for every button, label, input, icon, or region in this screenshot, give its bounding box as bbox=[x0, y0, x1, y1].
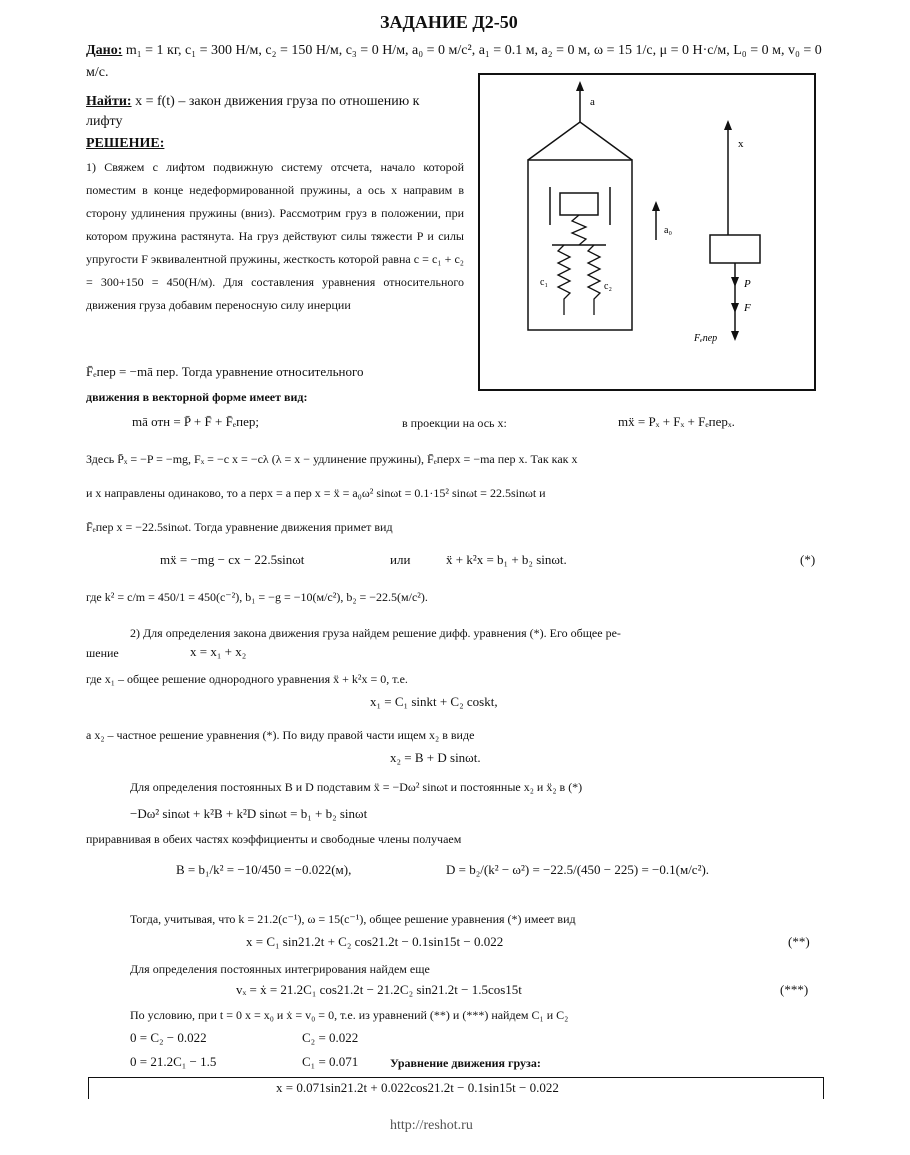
final-answer: x = 0.071sin21.2t + 0.022cos21.2t − 0.1sin15t − 0.022 bbox=[276, 1080, 559, 1095]
solution-heading: РЕШЕНИЕ: bbox=[86, 136, 165, 151]
velocity-equation: vₓ = ẋ = 21.2C₁ cos21.2t − 21.2C₂ sin21.2t − 1.5cos15t bbox=[236, 982, 522, 997]
find-label: Найти: bbox=[86, 94, 132, 109]
ic1-right: C₂ = 0.022 bbox=[302, 1030, 359, 1045]
velocity-number: (***) bbox=[780, 982, 809, 997]
relative-motion-line: движения в векторной форме имеет вид: bbox=[86, 390, 308, 404]
label-a: a bbox=[590, 96, 595, 108]
ic2-left: 0 = 21.2C₁ − 1.5 bbox=[130, 1054, 217, 1069]
line-axes: и x направлены одинаково, то a перx = a пер x = ẍ = a₀ω² sinωt = 0.1·15² sinωt = 22.5sinωt и bbox=[86, 486, 546, 500]
motion-label: Уравнение движения груза: bbox=[390, 1056, 541, 1070]
vector-eq-right: mẍ = Pₓ + Fₓ + Fₑперₓ. bbox=[618, 414, 735, 429]
d-equation: D = b₂/(k² − ω²) = −22.5/(450 − 225) = −0.1(м/с²). bbox=[446, 862, 710, 877]
label-fe: Fₑпер bbox=[694, 333, 718, 344]
find-block bbox=[86, 92, 456, 132]
substitution-equation: −Dω² sinωt + k²B + k²D sinωt = b₁ + b₂ sinωt bbox=[130, 806, 368, 821]
b-equation: B = b₁/k² = −10/450 = −0.022(м), bbox=[176, 862, 352, 877]
initial-conditions: По условию, при t = 0 x = x₀ и ẋ = v₀ = 0, т.е. из уравнений (**) и (***) найдем C₁ и C₂ bbox=[130, 1008, 569, 1022]
vector-eq-left: mā отн = P̄ + F̄ + F̄ₑпер; bbox=[132, 414, 259, 429]
vector-eq-mid: в проекции на ось x: bbox=[402, 416, 507, 430]
given-text: m₁ = 1 кг, c₁ = 300 Н/м, c₂ = 150 Н/м, c₃ = 0 Н/м, a₀ = 0 м/с², a₁ = 0.1 м, a₂ = 0 м, ω = 15 1/с, μ = 0 Н·с/м, L₀ = 0 м, v₀ = 0 м/с. bbox=[86, 43, 822, 80]
solution-paragraph: 1) Свяжем с лифтом подвижную систему отсчета, начало которой поместим в конце недеформированной пружины, а ось x направим в сторону удлинения пружины (вниз). Рассмотрим груз в положении, при котором пружина растянута. На груз действуют силы тяжести P и силы упругости F эквивалентной пружины, жесткость которой равна c = c₁ + c₂ = 300+150 = 450(Н/м). Для составления уравнения относительного движения груза добавим переносную силу инерции bbox=[86, 160, 464, 312]
label-a0: a₀ bbox=[664, 225, 672, 236]
inertia-equation: F̄ₑпер = −mā пер. Тогда уравнение относительного bbox=[86, 364, 364, 379]
diff-eq-right: ẍ + k²x = b₁ + b₂ sinωt. bbox=[446, 552, 567, 567]
substitution-line: Для определения постоянных B и D подставим ẍ = −Dω² sinωt и постоянные x₂ и ẍ₂ в (*) bbox=[130, 780, 583, 794]
general-solution: x = C₁ sin21.2t + C₂ cos21.2t − 0.1sin15t − 0.022 bbox=[246, 934, 504, 949]
ic2-right: C₁ = 0.071 bbox=[302, 1054, 359, 1069]
mechanism-figure bbox=[478, 73, 816, 391]
x1-definition: где x₁ – общее решение однородного уравнения ẍ + k²x = 0, т.е. bbox=[86, 672, 408, 686]
page-title: ЗАДАНИЕ Д2-50 bbox=[380, 12, 518, 32]
diff-eq-number: (*) bbox=[800, 552, 816, 567]
label-c1: c₁ bbox=[540, 277, 548, 288]
line-here: Здесь P̄ₓ = −P = −mg, Fₓ = −c x = −cλ (λ = x − удлинение пружины), F̄ₑперx = −ma пер x. Так как x bbox=[86, 452, 578, 466]
label-p: P bbox=[744, 278, 751, 290]
x2-equation: x₂ = B + D sinωt. bbox=[390, 750, 481, 765]
ic1-left: 0 = C₂ − 0.022 bbox=[130, 1030, 207, 1045]
x2-definition: а x₂ – частное решение уравнения (*). По виду правой части ищем x₂ в виде bbox=[86, 728, 475, 742]
label-x: x bbox=[738, 138, 744, 150]
label-f: F bbox=[744, 302, 751, 314]
general-solution-number: (**) bbox=[788, 934, 810, 949]
compare-line: приравнивая в обеих частях коэффициенты и свободные члены получаем bbox=[86, 832, 462, 846]
diff-eq-left: mẍ = −mg − cx − 22.5sinωt bbox=[160, 552, 305, 567]
constants-line: где k² = c/m = 450/1 = 450(c⁻²), b₁ = −g = −10(м/с²), b₂ = −22.5(м/с²). bbox=[86, 590, 428, 604]
find-text: x = f(t) – закон движения груза по отношению к лифту bbox=[86, 94, 420, 129]
line-force: F̄ₑпер x = −22.5sinωt. Тогда уравнение движения примет вид bbox=[86, 520, 393, 534]
x1-equation: x₁ = C₁ sinkt + C₂ coskt, bbox=[370, 694, 498, 709]
label-c2: c₂ bbox=[604, 281, 612, 292]
step2-line: 2) Для определения закона движения груза найдем решение дифф. уравнения (*). Его общее ре- bbox=[130, 626, 621, 640]
then-line: Тогда, учитывая, что k = 21.2(c⁻¹), ω = 15(c⁻¹), общее решение уравнения (*) имеет вид bbox=[130, 912, 576, 926]
velocity-def: Для определения постоянных интегрирования найдем еще bbox=[130, 962, 430, 976]
footer-url: http://reshot.ru bbox=[390, 1118, 473, 1133]
step2-cont: шение bbox=[86, 646, 119, 660]
general-form: x = x₁ + x₂ bbox=[190, 644, 247, 659]
mechanism-diagram bbox=[480, 75, 814, 389]
given-label: Дано: bbox=[86, 43, 123, 58]
diff-eq-or: или bbox=[390, 552, 411, 567]
